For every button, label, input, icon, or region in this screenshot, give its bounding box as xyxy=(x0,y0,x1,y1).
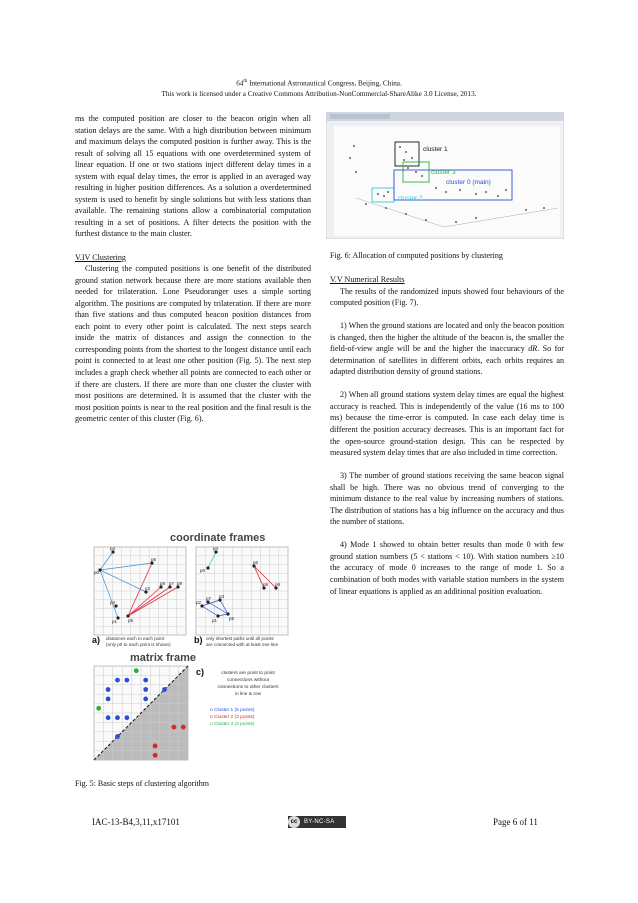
svg-text:p7: p7 xyxy=(206,596,212,601)
paragraph-right-item3: 3) The number of ground stations receiving the same beacon signal shall be high. There was no obvious trend of converging to the minimum distance to the real value by increasing numbers of stations. The distribution of stations has a big influence on the accuracy and thus the number of stations. xyxy=(330,471,564,527)
paragraph-right-item4: 4) Mode 1 showed to obtain better results than mode 0 with few ground station numbers (5 < stations < 10). With station numbers ≥10 the accuracy of mode 0 increases to the range of mode 1. So a combination of both modes with variable station numbers in the system of linear equations is applied as an additional position evaluation. xyxy=(330,540,564,596)
footer-page-number: Page 6 of 11 xyxy=(493,817,538,827)
matrix-dot xyxy=(96,706,101,711)
paragraph-right-item1: 1) When the ground stations are located and only the beacon position is changed, then the higher the altitude of the beacon is, the smaller the field-of-view angle will be and the higher the inaccuracy dR. So for determination of satellites in different orbits, each orbits requires an adapted distribution density of ground stations. xyxy=(330,321,565,377)
matrix-dot xyxy=(106,687,111,692)
fig5-text-a1: distances each to each point xyxy=(106,636,165,641)
fig5-text-c4: in line & row xyxy=(234,692,262,697)
matrix-dot xyxy=(181,725,186,730)
scatter-dot xyxy=(475,193,477,195)
figure-6-screenshot xyxy=(326,112,564,239)
svg-text:p2: p2 xyxy=(145,586,151,591)
scatter-dot xyxy=(435,187,437,189)
fig5-text-b1: only shortest paths until all points xyxy=(206,636,274,641)
svg-text:p0: p0 xyxy=(200,568,206,573)
footer-paper-id: IAC-13-B4,3,11,x17101 xyxy=(92,817,180,827)
paragraph-left-2: Clustering the computed positions is one benefit of the distributed ground station network because there are more stations available then needed for trilateration. Lone Pseudoranger uses a simple sorting algorithm. The positions are computed by trilateration. If there are more than five stations and thus computed beacon position distances from each point to every other point is calculated. The next steps search inside the matrix of distances and assign the connection to the corresponding points from the shortest to the longest distance until each point is connected to at least one other position (Fig. 5). The next step includes a graph check whether all points are connected to each other or if there are clusters. If there are more than one cluster the cluster with most positions are determined. It is assumed that the cluster with the most position points is near to the real position and the final result is the geometric center of this cluster (Fig. 6). xyxy=(75,264,311,424)
running-header-license: This work is licensed under a Creative Commons Attribution-NonCommercial-ShareAlike 3.0 License, 2013. xyxy=(161,90,477,98)
scatter-dot xyxy=(455,221,457,223)
scatter-dot xyxy=(459,189,461,191)
fig5-title-matrix: matrix frame xyxy=(130,652,197,664)
fig6-label-cluster1: cluster 1 xyxy=(423,146,448,153)
svg-text:p9: p9 xyxy=(275,582,281,587)
scatter-dot xyxy=(353,145,355,147)
scatter-dot xyxy=(505,189,507,191)
fig5-grid-a xyxy=(94,546,186,635)
matrix-dot xyxy=(134,668,139,673)
matrix-dot xyxy=(172,725,177,730)
scatter-dot xyxy=(399,146,401,148)
fig5-text-c2: connections without xyxy=(226,678,270,683)
fig5-text-c1: clusters are point to point xyxy=(221,671,275,676)
matrix-dot xyxy=(153,753,158,758)
matrix-dot xyxy=(115,734,120,739)
fig5-legend-cluster1: o Cluster 1 (5 points) xyxy=(210,708,255,713)
matrix-dot xyxy=(143,678,148,683)
scatter-dot xyxy=(543,207,545,209)
fig6-label-cluster3: cluster 3 xyxy=(431,169,456,176)
matrix-dot xyxy=(125,715,130,720)
fig5-grid-b xyxy=(196,546,288,635)
cc-license-badge xyxy=(288,816,346,828)
matrix-dot xyxy=(153,744,158,749)
svg-text:p9: p9 xyxy=(177,581,183,586)
svg-text:p2: p2 xyxy=(196,600,202,605)
svg-text:p1: p1 xyxy=(112,619,118,624)
fig5-label-b: b) xyxy=(194,635,203,645)
figure-5-caption: Fig. 5: Basic steps of clustering algorithm xyxy=(75,779,209,788)
paragraph-left-1: ms the computed position are closer to the beacon origin when all station delays are the same. With a high distribution between minimum and maximum delays the computed position is further away. This is the result of solving all 15 equations with one overdetermined system of linear equation. If one or two stations inject different delay times in a system with equal delay times, the error is applied in an averaged way resulting in higher position differences. As a solution a overdetermined system is used to benefit by single solutions but with less stations than available. The remaining stations allow a combinatorial computation resulting in a set of positions. A filter detects the position with the furthest distance to the main cluster. xyxy=(75,114,311,239)
scatter-dot xyxy=(415,171,417,173)
cc-icon: cc xyxy=(288,816,300,828)
paragraph-right-intro: The results of the randomized inputs showed four behaviours of the computed position (Fig. 7). xyxy=(330,286,564,308)
scatter-dot xyxy=(421,175,423,177)
paragraph-right-item2: 2) When all ground stations system delay times are equal the highest accuracy is reached. This is independently of the value (16 ms to 100 ms) because the time-error is computed. In case each delay time is different the position accuracy decreases. This is an important fact for the open-source ground-station design. This can be respected by measured system delay times that are also included in time correction. xyxy=(330,390,564,458)
svg-text:p6: p6 xyxy=(151,557,157,562)
svg-text:p5: p5 xyxy=(229,616,235,621)
scatter-dot xyxy=(497,195,499,197)
fig5-text-c3: connections to other clusters xyxy=(217,685,279,690)
matrix-dot xyxy=(106,715,111,720)
matrix-dot xyxy=(115,715,120,720)
svg-text:p4: p4 xyxy=(213,546,219,551)
scatter-dot xyxy=(355,171,357,173)
fig5-label-a: a) xyxy=(92,635,101,645)
figure-6-caption: Fig. 6: Allocation of computed positions by clustering xyxy=(330,251,503,260)
svg-text:p3: p3 xyxy=(110,600,116,605)
matrix-dot xyxy=(106,697,111,702)
svg-text:p8: p8 xyxy=(160,581,166,586)
scatter-dot xyxy=(485,191,487,193)
fig5-legend-cluster3: o Cluster 3 (2 points) xyxy=(210,722,255,727)
fig5-legend-cluster2: o Cluster 2 (3 points) xyxy=(210,715,255,720)
matrix-dot xyxy=(115,678,120,683)
cc-license-label: BY-NC-SA xyxy=(304,819,335,825)
scatter-dot xyxy=(405,151,407,153)
fig5-text-b2: are connected with at least one line xyxy=(206,642,279,647)
scatter-dot xyxy=(403,159,405,161)
svg-text:p4: p4 xyxy=(110,546,116,551)
scatter-dot xyxy=(385,207,387,209)
svg-text:p7: p7 xyxy=(169,581,175,586)
svg-text:p3: p3 xyxy=(219,594,225,599)
svg-text:p0: p0 xyxy=(94,570,100,575)
scatter-dot xyxy=(445,191,447,193)
fig5-label-c: c) xyxy=(196,667,205,677)
svg-text:p6: p6 xyxy=(253,560,259,565)
svg-text:p5: p5 xyxy=(128,618,134,623)
matrix-dot xyxy=(143,697,148,702)
fig5-text-a2: (only p0 to each point is shown) xyxy=(106,642,171,647)
fig6-label-cluster2: cluster 2 xyxy=(398,195,423,202)
scatter-dot xyxy=(405,213,407,215)
matrix-dot xyxy=(125,678,130,683)
scatter-dot xyxy=(349,157,351,159)
fig5-matrix xyxy=(94,666,188,760)
svg-text:p1: p1 xyxy=(212,618,218,623)
section-title-clustering: V.IV Clustering xyxy=(75,252,126,262)
scatter-dot xyxy=(383,195,385,197)
section-title-numerical: V.V Numerical Results xyxy=(330,275,405,284)
running-header-congress: 64th International Astronautical Congress, Beijing, China. xyxy=(236,79,402,88)
fig6-label-cluster0: cluster 0 (main) xyxy=(446,179,491,186)
svg-text:p8: p8 xyxy=(263,582,269,587)
scatter-dot xyxy=(475,217,477,219)
scatter-dot xyxy=(407,167,409,169)
figure-5-clustering-steps xyxy=(88,530,298,768)
scatter-dot xyxy=(387,191,389,193)
left-column xyxy=(75,113,311,425)
right-column xyxy=(330,274,564,597)
scatter-dot xyxy=(425,219,427,221)
matrix-dot xyxy=(162,687,167,692)
fig5-title-coordinate: coordinate frames xyxy=(170,532,266,544)
scatter-dot xyxy=(411,157,413,159)
scatter-dot xyxy=(525,209,527,211)
matrix-dot xyxy=(143,687,148,692)
scatter-dot xyxy=(377,193,379,195)
scatter-dot xyxy=(365,203,367,205)
